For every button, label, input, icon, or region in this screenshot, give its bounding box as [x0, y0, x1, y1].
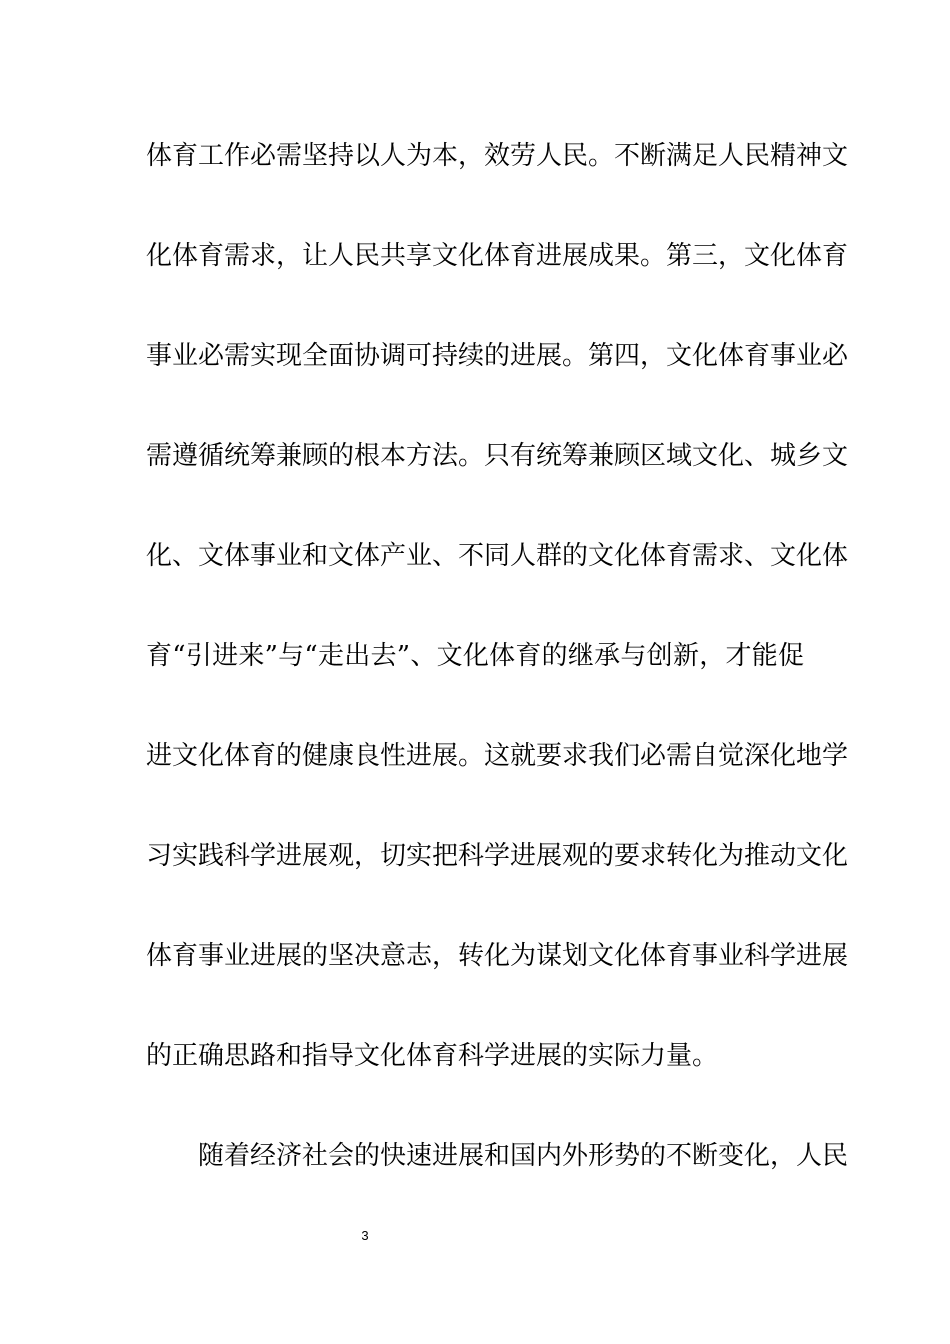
text-line-4: 需遵循统筹兼顾的根本方法。只有统筹兼顾区域文化、城乡文: [146, 441, 849, 471]
text-line-7: 进文化体育的健康良性进展。这就要求我们必需自觉深化地学: [146, 741, 849, 771]
text-line-1: 体育工作必需坚持以人为本，效劳人民。不断满足人民精神文: [146, 141, 849, 171]
page-number: 3: [361, 1228, 369, 1243]
text-line-3: 事业必需实现全面协调可持续的进展。第四，文化体育事业必: [146, 341, 849, 371]
text-line-9: 体育事业进展的坚决意志，转化为谋划文化体育事业科学进展: [146, 941, 849, 971]
text-line-8: 习实践科学进展观，切实把科学进展观的要求转化为推动文化: [146, 841, 849, 871]
text-line-5: 化、文体事业和文体产业、不同人群的文化体育需求、文化体: [146, 541, 849, 571]
text-line-6: 育“引进来”与“走出去”、文化体育的继承与创新，才能促: [146, 641, 804, 671]
text-line-10: 的正确思路和指导文化体育科学进展的实际力量。: [146, 1041, 719, 1071]
text-line-11: 随着经济社会的快速进展和国内外形势的不断变化，人民: [198, 1141, 849, 1171]
text-line-2: 化体育需求，让人民共享文化体育进展成果。第三，文化体育: [146, 241, 849, 271]
